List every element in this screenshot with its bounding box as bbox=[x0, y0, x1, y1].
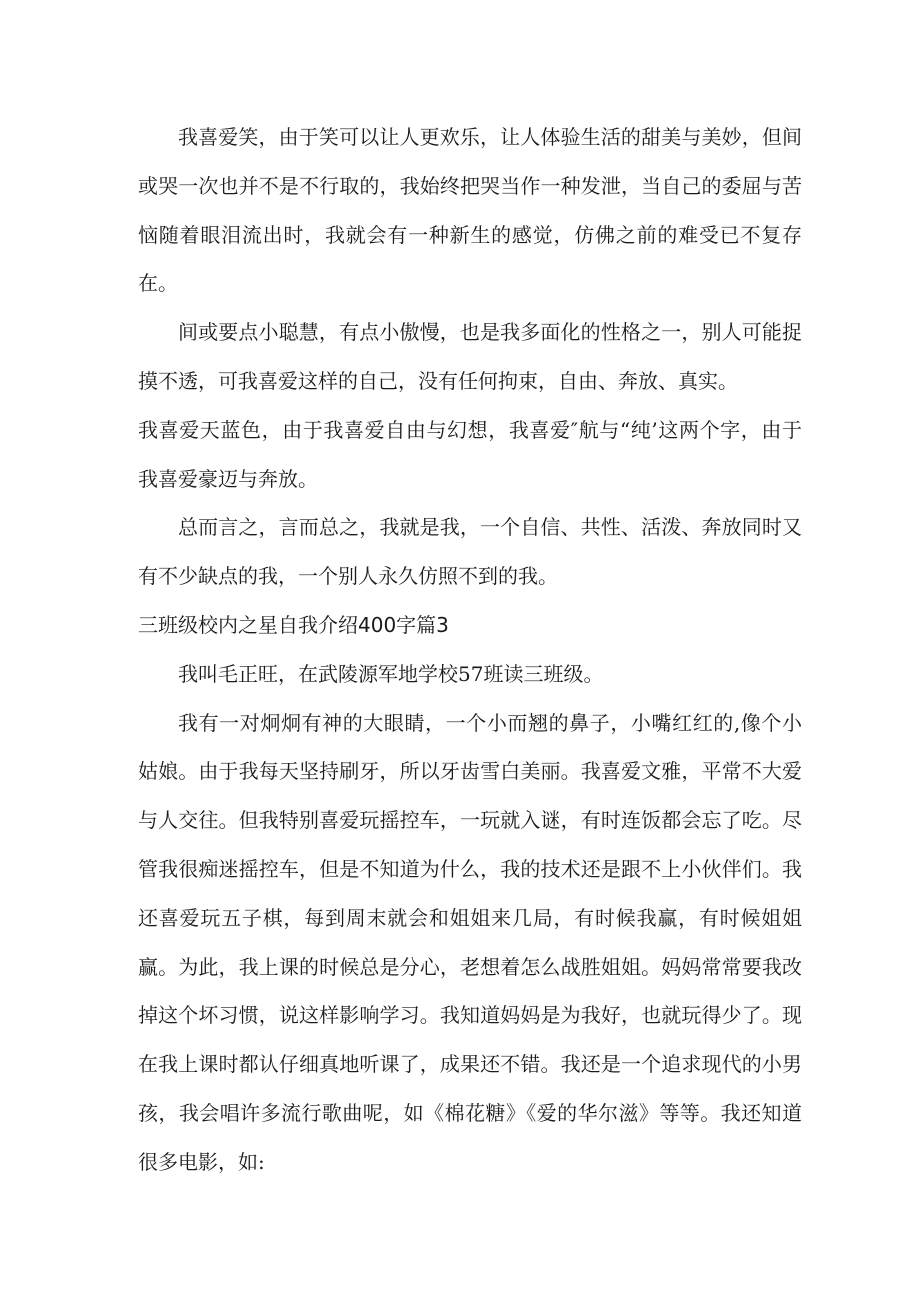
section-heading: 三班级校内之星自我介绍400字篇3 bbox=[138, 612, 449, 637]
document-body bbox=[138, 113, 802, 1187]
paragraph-personality: 间或要点小聪慧，有点小傲慢，也是我多面化的性格之一，别人可能捉摸不透，可我喜爱这样的自己，没有任何拘束，自由、奔放、真实。 bbox=[138, 320, 802, 393]
paragraph-laughing: 我喜爱笑，由于笑可以让人更欢乐，让人体验生活的甜美与美妙，但间或哭一次也并不是不行取的，我始终把哭当作一种发泄，当自己的委屈与苦恼随着眼泪流出时，我就会有一种新生的感觉，仿佛之前的难受已不复存在。 bbox=[138, 125, 802, 296]
paragraph-introduction: 我叫毛正旺，在武陵源军地学校57班读三班级。 bbox=[178, 661, 604, 686]
paragraph-self-description: 我有一对炯炯有神的大眼睛，一个小而翘的鼻子，小嘴红红的,像个小姑娘。由于我每天坚持刷牙，所以牙齿雪白美丽。我喜爱文雅，平常不大爱与人交往。但我特别喜爱玩摇控车，一玩就入谜，有时连饭都会忘了吃。尽管我很痴迷摇控车，但是不知道为什么，我的技术还是跟不上小伙伴们。我还喜爱玩五子棋，每到周末就会和姐姐来几局，有时候我赢，有时候姐姐赢。为此，我上课的时候总是分心，老想着怎么战胜姐姐。妈妈常常要我改掉这个坏习惯，说这样影响学习。我知道妈妈是为我好，也就玩得少了。现在我上课时都认仔细真地听课了，成果还不错。我还是一个追求现代的小男孩，我会唱许多流行歌曲呢，如《棉花糖》《爱的华尔滋》等等。我还知道很多电影，如: bbox=[138, 710, 802, 1174]
paragraph-sky-blue: 我喜爱天蓝色，由于我喜爱自由与幻想，我喜爱″航与“纯’这两个字，由于我喜爱豪迈与奔放。 bbox=[138, 417, 802, 491]
paragraph-summary: 总而言之，言而总之，我就是我，一个自信、共性、活泼、奔放同时又有不少缺点的我，一个别人永久仿照不到的我。 bbox=[138, 515, 802, 589]
